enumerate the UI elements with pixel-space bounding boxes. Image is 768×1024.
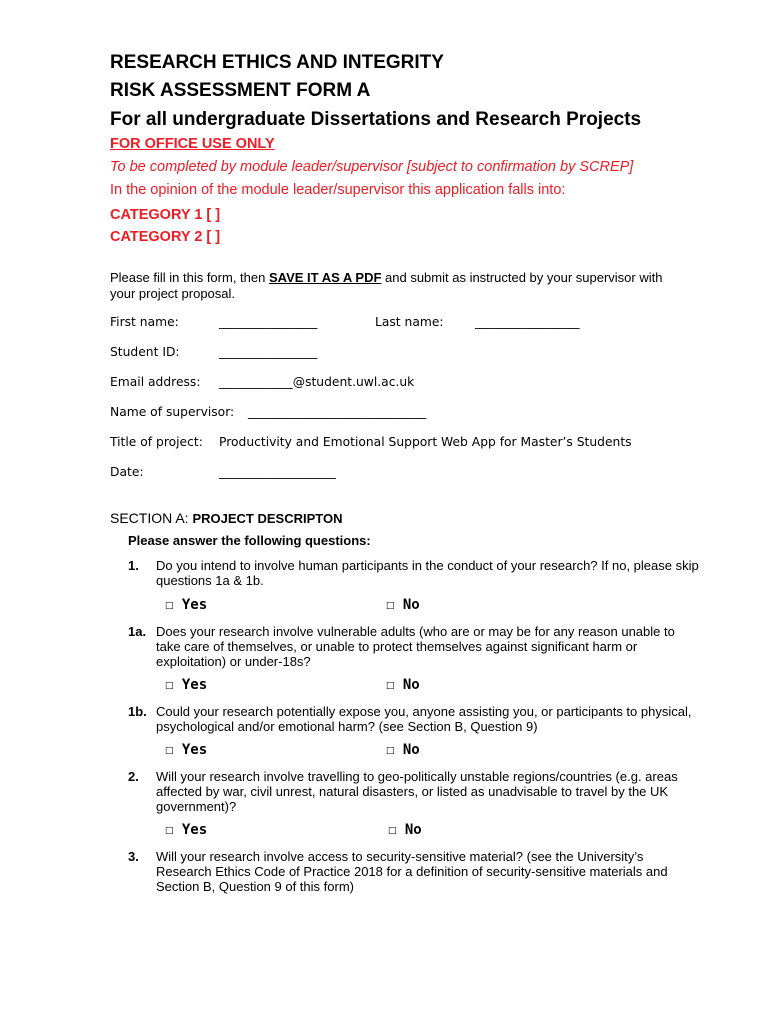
question-text: Do you intend to involve human participants in the conduct of your research? If no, please skip questions 1a & 1b. [156, 558, 699, 588]
instructions-paragraph [110, 270, 670, 302]
checkbox-icon[interactable]: ☐ [386, 597, 395, 613]
q1b-no-option[interactable] [386, 742, 420, 758]
question-number: 1a. [128, 624, 147, 639]
last-name-label: Last name: [375, 315, 444, 329]
no-label: No [402, 742, 420, 758]
yes-label: Yes [181, 597, 208, 613]
category-1[interactable]: CATEGORY 1 [ ] [110, 207, 221, 223]
question-number: 1b. [128, 704, 147, 719]
checkbox-icon[interactable]: ☐ [165, 822, 174, 838]
form-title-line1: RESEARCH ETHICS AND INTEGRITY [110, 52, 444, 73]
checkbox-icon[interactable]: ☐ [388, 822, 397, 838]
supervisor-label: Name of supervisor: [110, 405, 235, 419]
q2-yes-option[interactable] [165, 822, 207, 838]
yes-label: Yes [181, 742, 208, 758]
checkbox-icon[interactable]: ☐ [386, 677, 395, 693]
first-name-label: First name: [110, 315, 179, 329]
form-title-line2: RISK ASSESSMENT FORM A [110, 80, 371, 101]
q1-yes-option[interactable] [165, 597, 207, 613]
instructions-before: Please fill in this form, then [110, 270, 269, 285]
checkbox-icon[interactable]: ☐ [165, 677, 174, 693]
email-label: Email address: [110, 375, 201, 389]
checkbox-icon[interactable]: ☐ [165, 742, 174, 758]
section-a-label: SECTION A: [110, 510, 193, 526]
date-field[interactable]: ___________________ [219, 465, 336, 479]
student-id-label: Student ID: [110, 345, 180, 359]
question-number: 1. [128, 558, 139, 573]
q1a-no-option[interactable] [386, 677, 420, 693]
question-number: 2. [128, 769, 139, 784]
q2-no-option[interactable] [388, 822, 422, 838]
office-use-heading: FOR OFFICE USE ONLY [110, 136, 275, 152]
question-text: Will your research involve access to security-sensitive material? (see the University’s Research Ethics Code of Practice 2018 for a definition of security-sensitive materials and Section B, Question 9 of this form) [156, 849, 668, 894]
student-id-field[interactable]: ________________ [219, 345, 318, 359]
project-title-field[interactable]: Productivity and Emotional Support Web App for Master’s Students [219, 435, 632, 449]
email-field[interactable]: ____________@student.uwl.ac.uk [219, 375, 415, 389]
instructions-after: and submit as instructed by your supervisor with your project proposal. [110, 270, 663, 301]
section-a-heading [110, 510, 342, 526]
office-opinion: In the opinion of the module leader/supervisor this application falls into: [110, 182, 566, 198]
question-text: Does your research involve vulnerable adults (who are or may be for any reason unable to take care of themselves, or unable to protect themselves against significant harm or exploitation) or under-18s? [156, 624, 675, 669]
question-text: Could your research potentially expose you, anyone assisting you, or participants to physical, psychological and/or emotional harm? (see Section B, Question 9) [156, 704, 692, 734]
office-note: To be completed by module leader/supervisor [subject to confirmation by SCREP] [110, 159, 634, 175]
q1-no-option[interactable] [386, 597, 420, 613]
no-label: No [404, 822, 422, 838]
q1a-yes-option[interactable] [165, 677, 207, 693]
last-name-field[interactable]: _________________ [475, 315, 580, 329]
date-label: Date: [110, 465, 144, 479]
q1b-yes-option[interactable] [165, 742, 207, 758]
first-name-field[interactable]: ________________ [219, 315, 318, 329]
project-title-label: Title of project: [110, 435, 203, 449]
instructions-emphasis: SAVE IT AS A PDF [268, 270, 382, 285]
category-2[interactable]: CATEGORY 2 [ ] [110, 229, 221, 245]
yes-label: Yes [181, 822, 208, 838]
supervisor-field[interactable]: _____________________________ [248, 405, 427, 419]
section-a-subheading: PROJECT DESCRIPTON [192, 511, 343, 526]
yes-label: Yes [181, 677, 208, 693]
checkbox-icon[interactable]: ☐ [165, 597, 174, 613]
section-a-instruction: Please answer the following questions: [128, 533, 371, 548]
question-number: 3. [128, 849, 139, 864]
no-label: No [402, 677, 420, 693]
no-label: No [402, 597, 420, 613]
question-text: Will your research involve travelling to geo-politically unstable regions/countries (e.g. areas affected by war, civil unrest, natural disasters, or listed as unadvisable to travel by the UK government)? [156, 769, 678, 814]
checkbox-icon[interactable]: ☐ [386, 742, 395, 758]
form-title-line3: For all undergraduate Dissertations and Research Projects [110, 109, 642, 130]
